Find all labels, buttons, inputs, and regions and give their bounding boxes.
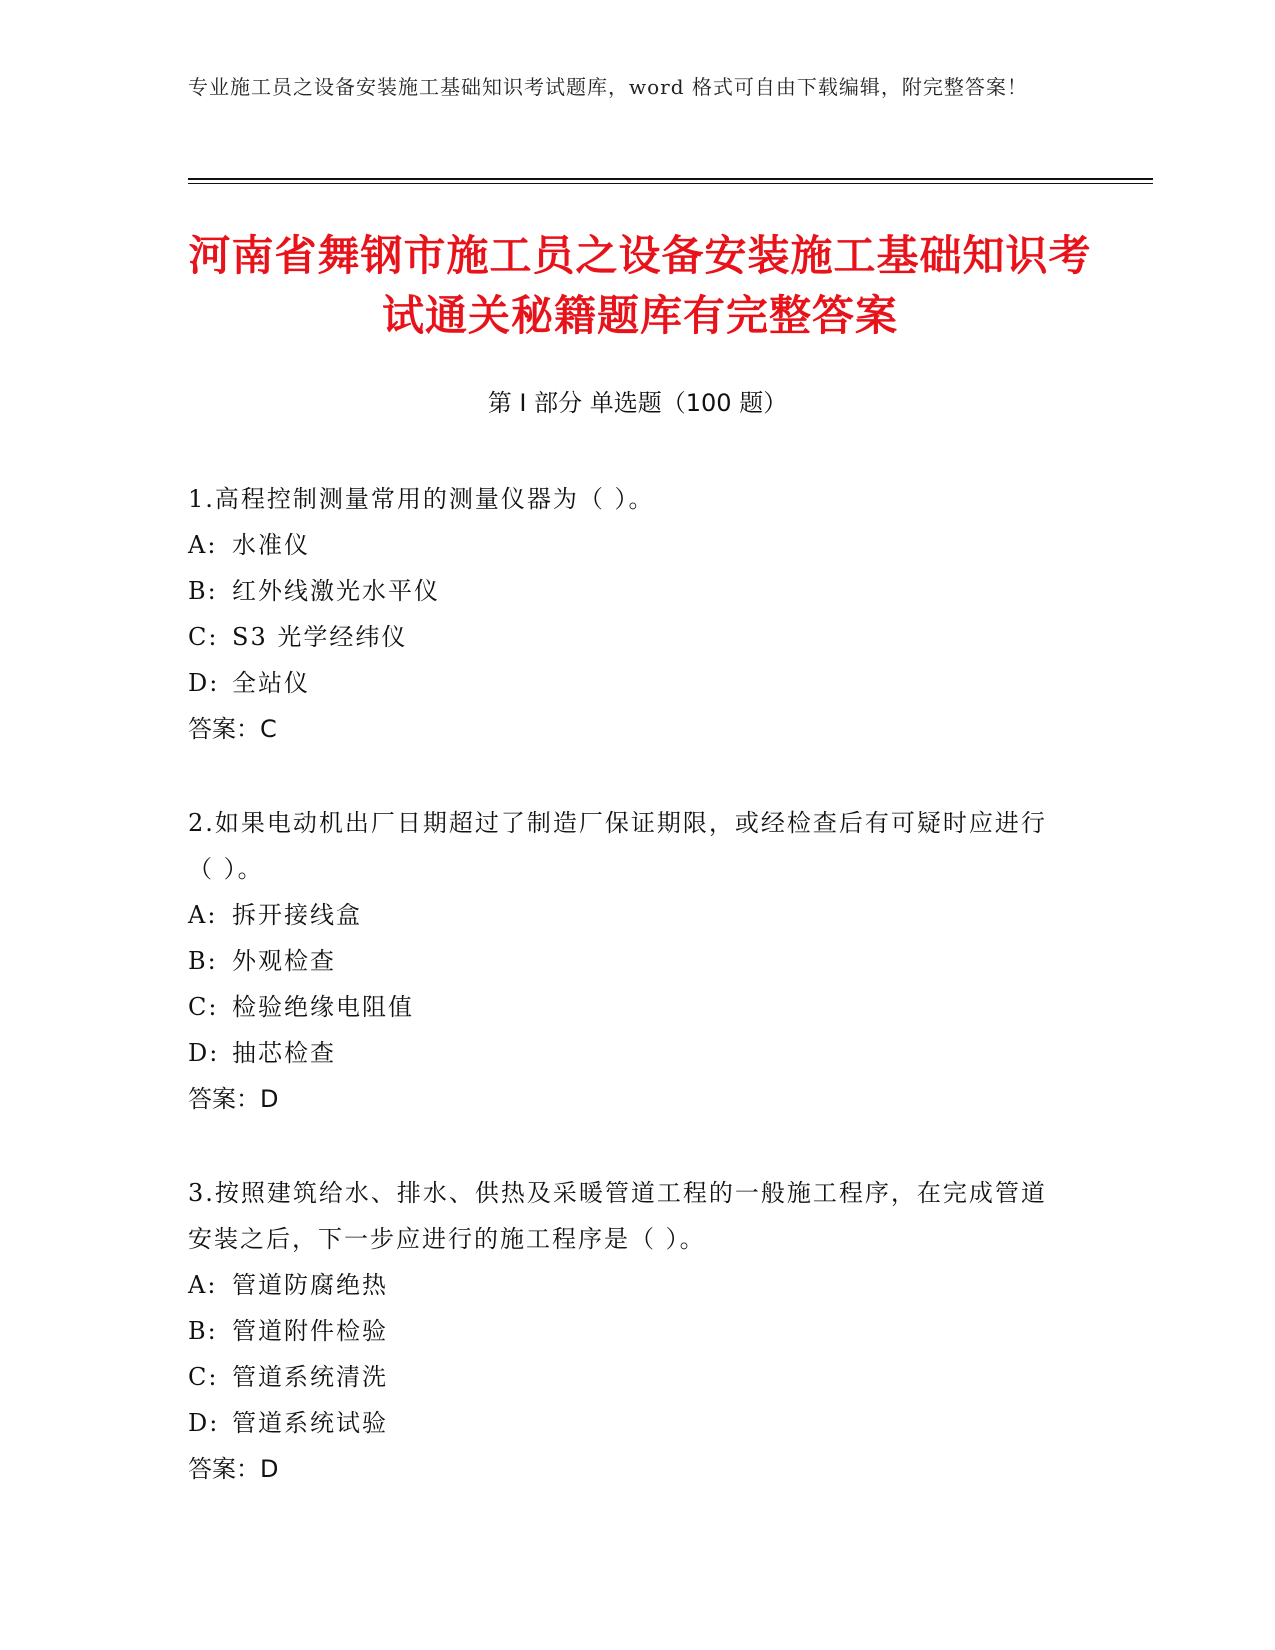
- option-b: [188, 1308, 1068, 1354]
- option-text: 拆开接线盒: [232, 901, 362, 929]
- question-3: [188, 1170, 1068, 1492]
- option-a: [188, 892, 1068, 938]
- document-title: 河南省舞钢市施工员之设备安装施工基础知识考试通关秘籍题库有完整答案: [188, 231, 1092, 340]
- option-key: A:: [188, 531, 218, 559]
- option-c: [188, 1354, 1068, 1400]
- question-text: 1.高程控制测量常用的测量仪器为（ ）。: [188, 485, 655, 513]
- option-c: [188, 984, 1068, 1030]
- option-text: 全站仪: [232, 669, 310, 697]
- option-c: [188, 614, 1068, 660]
- header-note: 专业施工员之设备安装施工基础知识考试题库，word 格式可自由下载编辑，附完整答案！: [188, 75, 1028, 99]
- option-text: 管道附件检验: [232, 1317, 388, 1345]
- option-text: 检验绝缘电阻值: [232, 993, 414, 1021]
- option-a: [188, 1262, 1068, 1308]
- section-heading: 第 I 部分 单选题（100 题）: [487, 389, 788, 417]
- option-key: D:: [188, 669, 220, 697]
- option-key: A:: [188, 1271, 218, 1299]
- option-key: C:: [188, 623, 219, 651]
- option-b: [188, 568, 1068, 614]
- question-text: 3.按照建筑给水、排水、供热及采暖管道工程的一般施工程序，在完成管道安装之后，下一步应进行的施工程序是（ ）。: [188, 1179, 1047, 1253]
- option-text: S3 光学经纬仪: [232, 623, 408, 651]
- option-text: 管道防腐绝热: [232, 1271, 388, 1299]
- question-text: 2.如果电动机出厂日期超过了制造厂保证期限，或经检查后有可疑时应进行（ ）。: [188, 809, 1047, 883]
- option-key: D:: [188, 1409, 220, 1437]
- option-a: [188, 522, 1068, 568]
- option-text: 外观检查: [232, 947, 336, 975]
- question-2: [188, 800, 1068, 1122]
- option-key: C:: [188, 993, 219, 1021]
- option-text: 红外线激光水平仪: [232, 577, 440, 605]
- header-divider-thin: [188, 183, 1153, 184]
- question-1: [188, 476, 1068, 752]
- option-d: [188, 660, 1068, 706]
- option-text: 管道系统试验: [232, 1409, 388, 1437]
- option-d: [188, 1030, 1068, 1076]
- option-b: [188, 938, 1068, 984]
- option-key: B:: [188, 947, 218, 975]
- answer-line: 答案：D: [188, 1085, 279, 1113]
- option-d: [188, 1400, 1068, 1446]
- answer-line: 答案：D: [188, 1455, 279, 1483]
- option-text: 水准仪: [232, 531, 310, 559]
- option-key: C:: [188, 1363, 219, 1391]
- option-key: D:: [188, 1039, 220, 1067]
- option-key: B:: [188, 577, 218, 605]
- answer-line: 答案：C: [188, 715, 277, 743]
- option-key: B:: [188, 1317, 218, 1345]
- header-divider-thick: [188, 178, 1153, 180]
- option-text: 抽芯检查: [232, 1039, 336, 1067]
- question-list: [188, 476, 1068, 1540]
- option-key: A:: [188, 901, 218, 929]
- option-text: 管道系统清洗: [232, 1363, 388, 1391]
